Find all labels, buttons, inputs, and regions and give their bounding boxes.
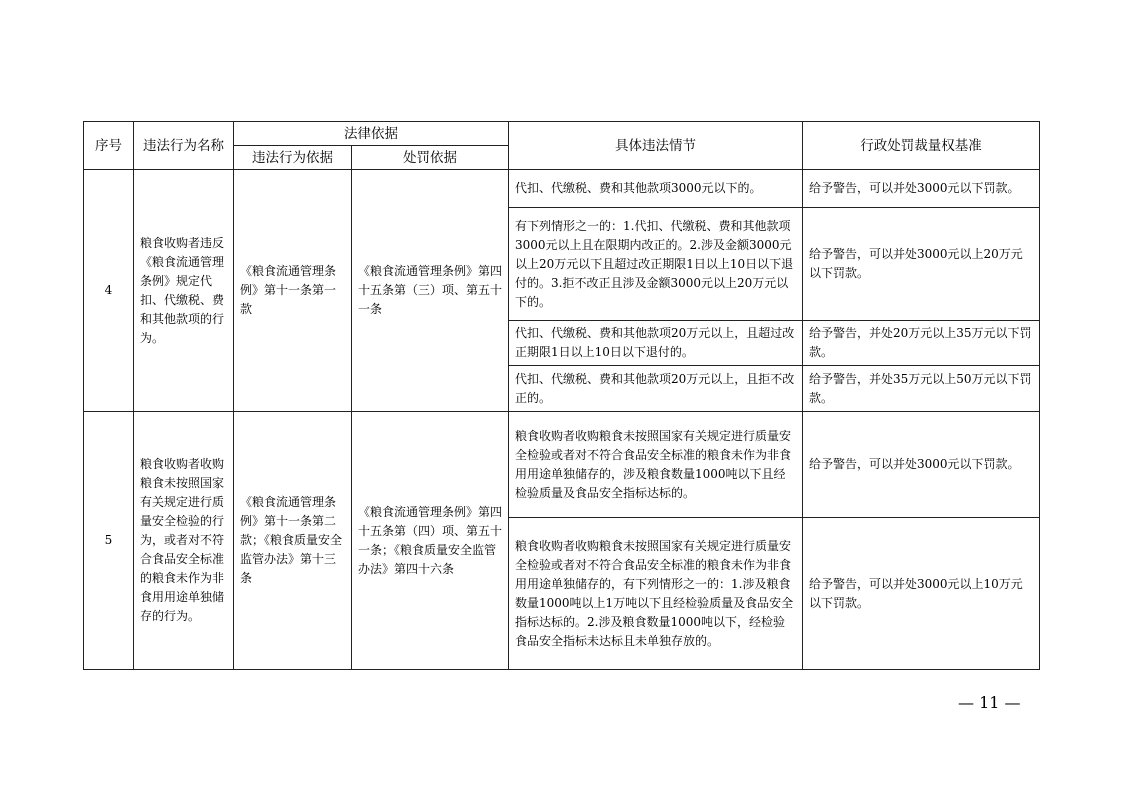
penalty-standard-table xyxy=(83,121,1040,670)
row-penalty-basis: 《粮食流通管理条例》第四十五条第（四）项、第五十一条；《粮食质量安全监管办法》第四十六条 xyxy=(352,412,509,670)
standard-cell: 给予警告，并处35万元以上50万元以下罚款。 xyxy=(803,366,1040,412)
row-penalty-basis: 《粮食流通管理条例》第四十五条第（三）项、第五十一条 xyxy=(352,170,509,412)
header-penalty-basis: 处罚依据 xyxy=(352,146,509,170)
circumstance-cell: 粮食收购者收购粮食未按照国家有关规定进行质量安全检验或者对不符合食品安全标准的粮食未作为非食用用途单独储存的，有下列情形之一的：1.涉及粮食数量1000吨以上1万吨以下且经检验质量及食品安全指标达标的。2.涉及粮食数量1000吨以下，经检验食品安全指标未达标且未单独存放的。 xyxy=(509,518,803,670)
header-violation-name: 违法行为名称 xyxy=(134,122,234,170)
standard-cell: 给予警告，可以并处3000元以上10万元以下罚款。 xyxy=(803,518,1040,670)
row-violation-basis: 《粮食流通管理条例》第十一条第二款；《粮食质量安全监管办法》第十三条 xyxy=(234,412,352,670)
standard-cell: 给予警告，可以并处3000元以下罚款。 xyxy=(803,170,1040,208)
row-violation-name: 粮食收购者违反《粮食流通管理条例》规定代扣、代缴税、费和其他款项的行为。 xyxy=(134,170,234,412)
header-circumstances: 具体违法情节 xyxy=(509,122,803,170)
header-discretion-standard: 行政处罚裁量权基准 xyxy=(803,122,1040,170)
standard-cell: 给予警告，可以并处3000元以上20万元以下罚款。 xyxy=(803,208,1040,321)
standard-cell: 给予警告，可以并处3000元以下罚款。 xyxy=(803,412,1040,518)
row-seq: 5 xyxy=(84,412,134,670)
header-violation-basis: 违法行为依据 xyxy=(234,146,352,170)
circumstance-cell: 代扣、代缴税、费和其他款项20万元以上，且拒不改正的。 xyxy=(509,366,803,412)
header-seq: 序号 xyxy=(84,122,134,170)
row-violation-name: 粮食收购者收购粮食未按照国家有关规定进行质量安全检验的行为，或者对不符合食品安全标准的粮食未作为非食用用途单独储存的行为。 xyxy=(134,412,234,670)
circumstance-cell: 有下列情形之一的：1.代扣、代缴税、费和其他款项3000元以上且在限期内改正的。2.涉及金额3000元以上20万元以下且超过改正期限1日以上10日以下退付的。3.拒不改正且涉及金额3000元以上20万元以下的。 xyxy=(509,208,803,321)
row-seq: 4 xyxy=(84,170,134,412)
header-legal-basis: 法律依据 xyxy=(234,122,509,146)
circumstance-cell: 粮食收购者收购粮食未按照国家有关规定进行质量安全检验或者对不符合食品安全标准的粮食未作为非食用用途单独储存的，涉及粮食数量1000吨以下且经检验质量及食品安全指标达标的。 xyxy=(509,412,803,518)
circumstance-cell: 代扣、代缴税、费和其他款项20万元以上，且超过改正期限1日以上10日以下退付的。 xyxy=(509,321,803,366)
row-violation-basis: 《粮食流通管理条例》第十一条第一款 xyxy=(234,170,352,412)
table-row xyxy=(84,170,1040,208)
table-row xyxy=(84,412,1040,518)
page-number: — 11 — xyxy=(958,693,1021,712)
standard-cell: 给予警告，并处20万元以上35万元以下罚款。 xyxy=(803,321,1040,366)
circumstance-cell: 代扣、代缴税、费和其他款项3000元以下的。 xyxy=(509,170,803,208)
